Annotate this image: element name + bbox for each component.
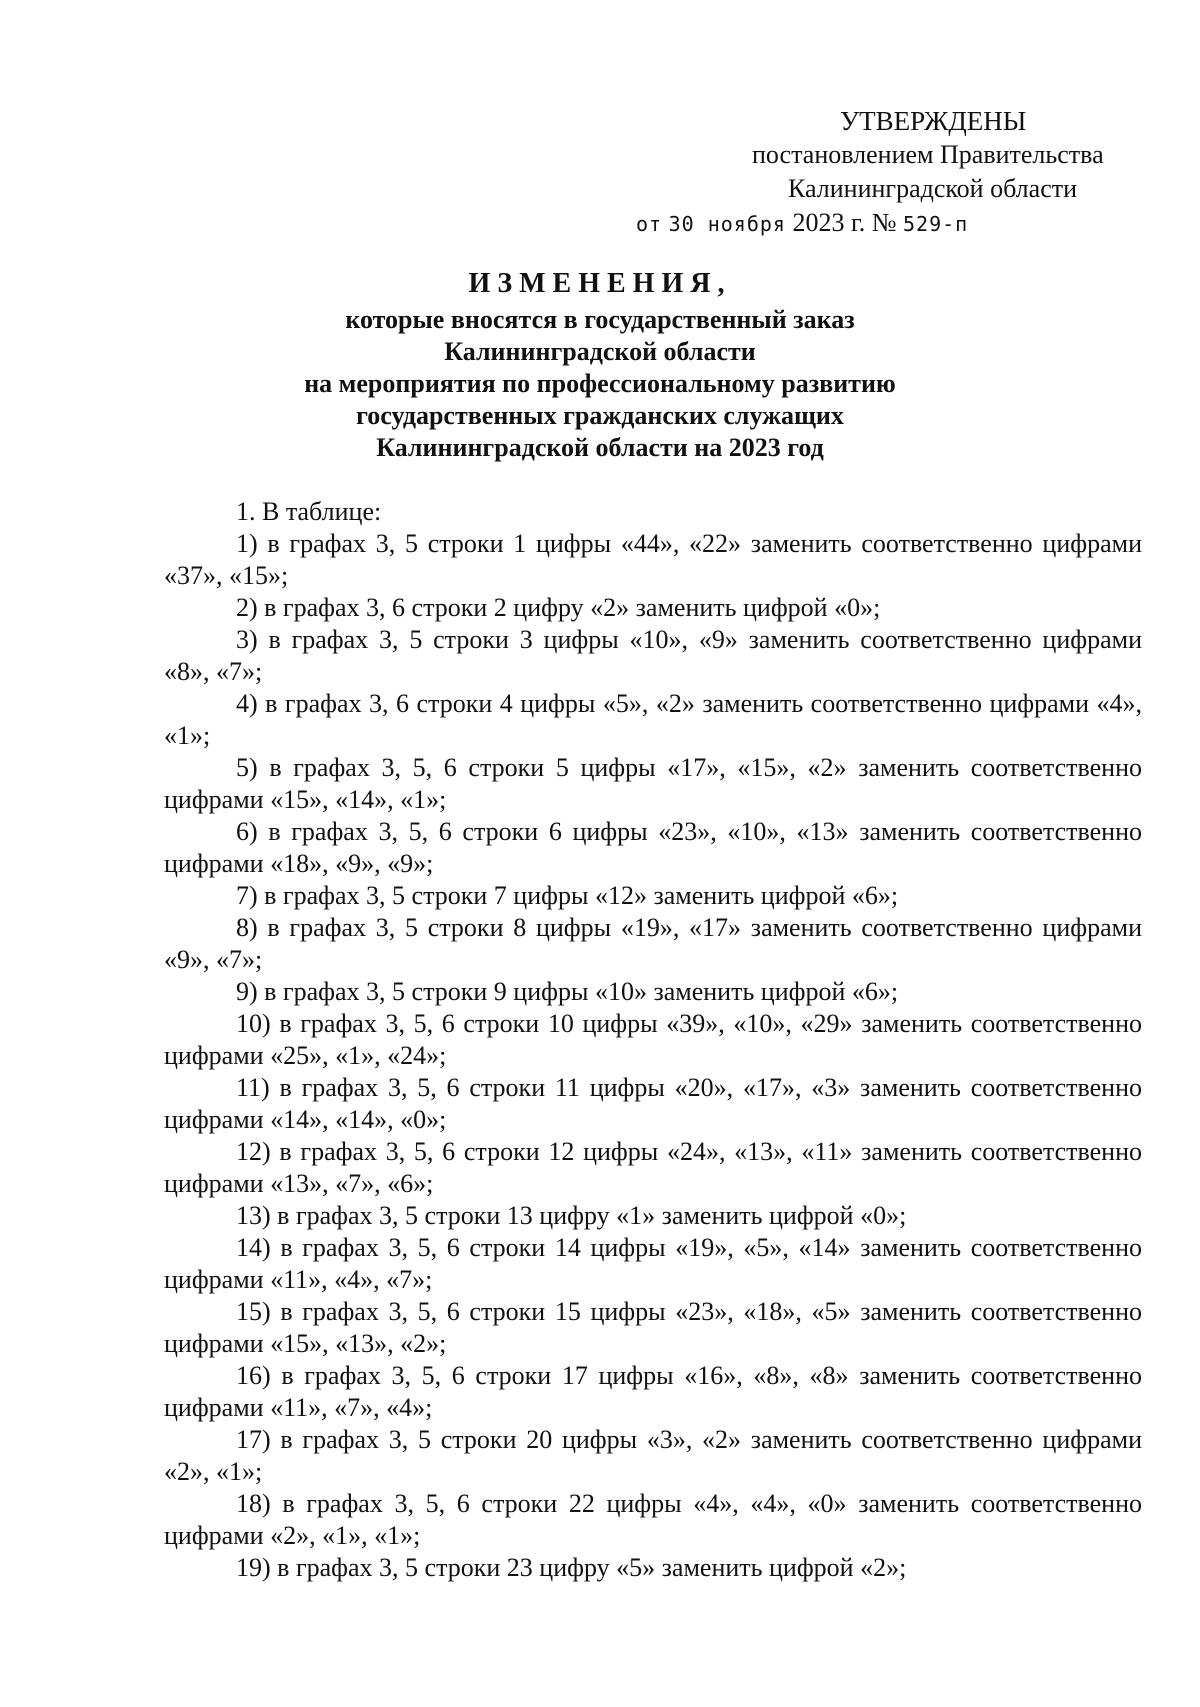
item-text: в графах 3, 5, 6 строки 14 цифры «19», «5», «14» заменить соответственно цифрами «11», «4», «7»;: [164, 1233, 1142, 1294]
item-number: 11): [236, 1073, 270, 1102]
item-number: 13): [236, 1201, 271, 1230]
item-number: 15): [236, 1297, 271, 1326]
date-day-month: 30 ноября: [668, 212, 786, 236]
list-item: [164, 816, 1142, 880]
item-number: 9): [236, 977, 258, 1006]
document-heading: [150, 268, 1050, 464]
item-number: 17): [236, 1425, 271, 1454]
subtitle-line: которые вносятся в государственный заказ: [345, 305, 855, 334]
approval-authority: постановлением Правительства: [752, 140, 1104, 169]
item-text: в графах 3, 5 строки 1 цифры «44», «22» заменить соответственно цифрами «37», «15»;: [164, 529, 1142, 590]
item-number: 19): [236, 1553, 271, 1582]
item-text: в графах 3, 5, 6 строки 12 цифры «24», «13», «11» заменить соответственно цифрами «13», «7», «6»;: [164, 1137, 1143, 1198]
document-body: [164, 496, 1142, 1584]
subtitle-line: государственных гражданских служащих: [356, 401, 844, 430]
approval-date-line: [636, 206, 1140, 241]
subtitle-line: Калининградской области: [444, 337, 756, 366]
item-text: в графах 3, 5 строки 13 цифру «1» заменить цифрой «0»;: [277, 1201, 907, 1230]
item-text: в графах 3, 5 строки 7 цифры «12» заменить цифрой «6»;: [264, 881, 899, 910]
item-text: в графах 3, 6 строки 2 цифру «2» заменить цифрой «0»;: [264, 593, 881, 622]
approval-region: Калининградской области: [788, 174, 1078, 203]
section-intro: 1. В таблице:: [236, 497, 382, 526]
item-number: 8): [236, 913, 258, 942]
list-item: [164, 688, 1142, 752]
item-number: 3): [236, 625, 258, 654]
date-year: 2023 г. №: [792, 208, 897, 237]
item-number: 18): [236, 1489, 271, 1518]
list-item: [164, 1424, 1142, 1488]
item-text: в графах 3, 5, 6 строки 22 цифры «4», «4», «0» заменить соответственно цифрами «2», «1», «1»;: [164, 1489, 1142, 1550]
item-text: в графах 3, 5 строки 3 цифры «10», «9» заменить соответственно цифрами «8», «7»;: [164, 625, 1143, 686]
item-text: в графах 3, 5 строки 9 цифры «10» заменить цифрой «6»;: [264, 977, 899, 1006]
document-title: ИЗМЕНЕНИЯ,: [468, 268, 732, 299]
list-item: [164, 912, 1142, 976]
decree-number: 529-п: [903, 212, 969, 236]
item-text: в графах 3, 5 строки 20 цифры «3», «2» заменить соответственно цифрами «2», «1»;: [164, 1425, 1142, 1486]
item-number: 4): [236, 689, 258, 718]
item-number: 12): [236, 1137, 271, 1166]
item-number: 16): [236, 1361, 271, 1390]
list-item: [164, 752, 1142, 816]
item-number: 10): [236, 1009, 271, 1038]
list-item: [164, 1232, 1142, 1296]
list-item: [164, 624, 1142, 688]
item-text: в графах 3, 5, 6 строки 5 цифры «17», «15», «2» заменить соответственно цифрами «15», «14», «1»;: [164, 753, 1142, 814]
item-number: 5): [236, 753, 258, 782]
list-item: [164, 1072, 1142, 1136]
list-item: [164, 1136, 1142, 1200]
list-item: [164, 976, 1142, 1008]
list-item: [164, 1008, 1142, 1072]
list-item: [164, 880, 1142, 912]
item-text: в графах 3, 5 строки 8 цифры «19», «17» заменить соответственно цифрами «9», «7»;: [164, 913, 1142, 974]
subtitle-line: на мероприятия по профессиональному развитию: [304, 369, 896, 398]
list-item: [164, 1552, 1142, 1584]
item-text: в графах 3, 5, 6 строки 17 цифры «16», «8», «8» заменить соответственно цифрами «11», «7», «4»;: [164, 1361, 1142, 1422]
approval-block: [636, 104, 1140, 241]
item-text: в графах 3, 5, 6 строки 11 цифры «20», «17», «3» заменить соответственно цифрами «14», «14», «0»;: [164, 1073, 1142, 1134]
item-text: в графах 3, 5 строки 23 цифру «5» заменить цифрой «2»;: [277, 1553, 907, 1582]
list-item: [164, 1360, 1142, 1424]
list-item: [164, 1296, 1142, 1360]
item-text: в графах 3, 5, 6 строки 10 цифры «39», «10», «29» заменить соответственно цифрами «25», «1», «24»;: [164, 1009, 1142, 1070]
item-number: 2): [236, 593, 258, 622]
list-item: [164, 1488, 1142, 1552]
item-number: 1): [236, 529, 258, 558]
item-number: 6): [236, 817, 258, 846]
list-item: [164, 1200, 1142, 1232]
item-number: 14): [236, 1233, 271, 1262]
item-text: в графах 3, 5, 6 строки 6 цифры «23», «10», «13» заменить соответственно цифрами «18», «9», «9»;: [164, 817, 1142, 878]
item-text: в графах 3, 5, 6 строки 15 цифры «23», «18», «5» заменить соответственно цифрами «15», «13», «2»;: [164, 1297, 1142, 1358]
date-prefix: от: [636, 212, 663, 236]
list-item: [164, 528, 1142, 592]
subtitle-line: Калининградской области на 2023 год: [376, 433, 824, 462]
list-item: [164, 592, 1142, 624]
item-number: 7): [236, 881, 258, 910]
item-text: в графах 3, 6 строки 4 цифры «5», «2» заменить соответственно цифрами «4», «1»;: [164, 689, 1143, 750]
approval-status: УТВЕРЖДЕНЫ: [840, 106, 1027, 136]
